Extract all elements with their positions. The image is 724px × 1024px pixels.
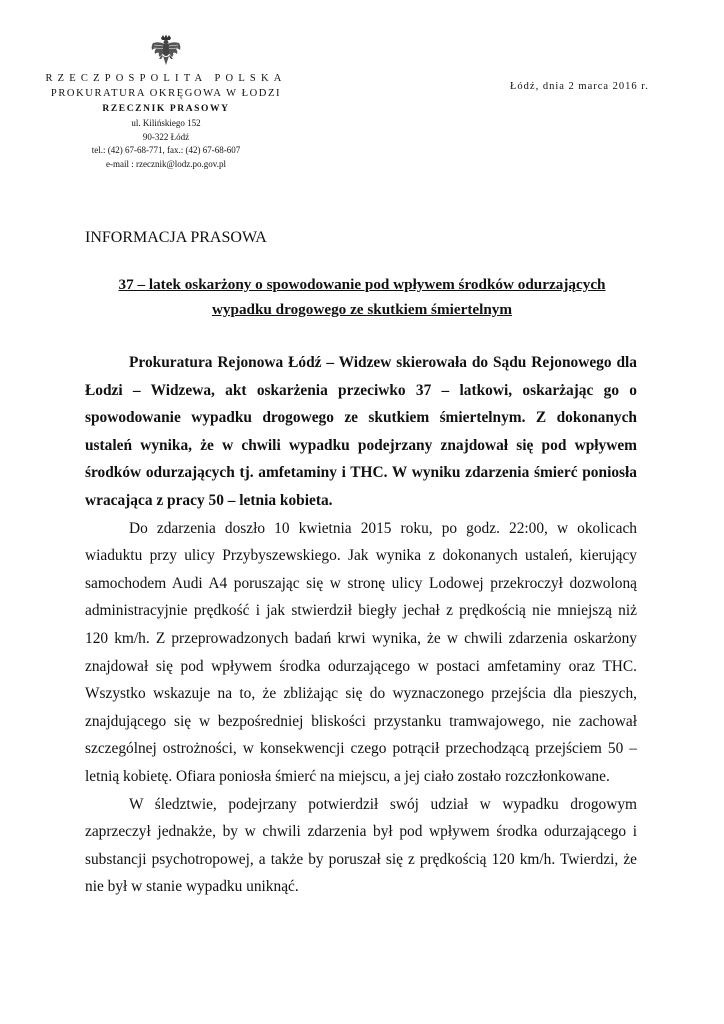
letterhead-phone: tel.: (42) 67-68-771, fax.: (42) 67-68-607 [91, 145, 241, 155]
letterhead-street: ul. Kilińskiego 152 [131, 118, 201, 128]
paragraph-investigation: W śledztwie, podejrzany potwierdził swój udział w wypadku drogowym zaprzeczył jednakże, by w chwili zdarzenia był pod wpływem środka odurzającego i substancji psychotropowej, a także by poruszał się z prędkością 120 km/h. Twierdzi, że nie był w stanie wypadku uniknąć. [85, 795, 637, 896]
polish-eagle-emblem [148, 32, 184, 68]
title-line-1: 37 – latek oskarżony o spowodowanie pod wpływem środków odurzających [118, 276, 606, 293]
letterhead-republic: RZECZPOSPOLITA POLSKA [45, 73, 287, 84]
lead-paragraph: Prokuratura Rejonowa Łódź – Widzew skierowała do Sądu Rejonowego dla Łodzi – Widzewa, akt oskarżenia przeciwko 37 – latkowi, oskarżając go o spowodowanie wypadku drogowego ze skutkiem śmiertelnym. Z dokonanych ustaleń wynika, że w chwili wypadku podejrzany znajdował się pod wpływem środków odurzających tj. amfetaminy i THC. W wyniku zdarzenia śmierć poniosła wracająca z pracy 50 – letnia kobieta. [85, 354, 637, 509]
title-line-2: wypadku drogowego ze skutkiem śmiertelnym [211, 301, 513, 318]
letterhead-postal: 90-322 Łódź [142, 131, 190, 142]
paragraph-incident: Do zdarzenia doszło 10 kwietnia 2015 roku, po godz. 22:00, w okolicach wiaduktu przy ulicy Przybyszewskiego. Jak wynika z dokonanych ustaleń, kierujący samochodem Audi A4 poruszając się w stronę ulicy Lodowej przekroczył dozwoloną administracyjnie prędkość i jak stwierdził biegły jechał z prędkością nie mniejszą niż 120 km/h. Z przeprowadzonych badań krwi wynika, że w chwili zdarzenia oskarżony znajdował się pod wpływem środka odurzającego w postaci amfetaminy oraz THC. Wszystko wskazuje na to, że zbliżając się do wyznaczonego przejścia dla pieszych, znajdującego się w bezpośredniej bliskości przystanku tramwajowego, nie zachował szczególnej ostrożności, w konsekwencji czego potrącił przechodzącą przejściem 50 – letnią kobietę. Ofiara poniosła śmierć na miejscu, a jej ciało zostało rozczłonkowane. [85, 519, 637, 785]
date-line: Łódź, dnia 2 marca 2016 r. [510, 81, 649, 92]
letterhead-email: e-mail : rzecznik@lodz.po.gov.pl [106, 158, 226, 169]
letterhead-spokesperson: RZECZNIK PRASOWY [102, 104, 230, 114]
letterhead-office: PROKURATURA OKRĘGOWA W ŁODZI [50, 88, 282, 99]
document-title [40, 272, 684, 322]
document-heading: INFORMACJA PRASOWA [85, 229, 267, 246]
body-text [85, 349, 637, 901]
letterhead [40, 72, 292, 171]
